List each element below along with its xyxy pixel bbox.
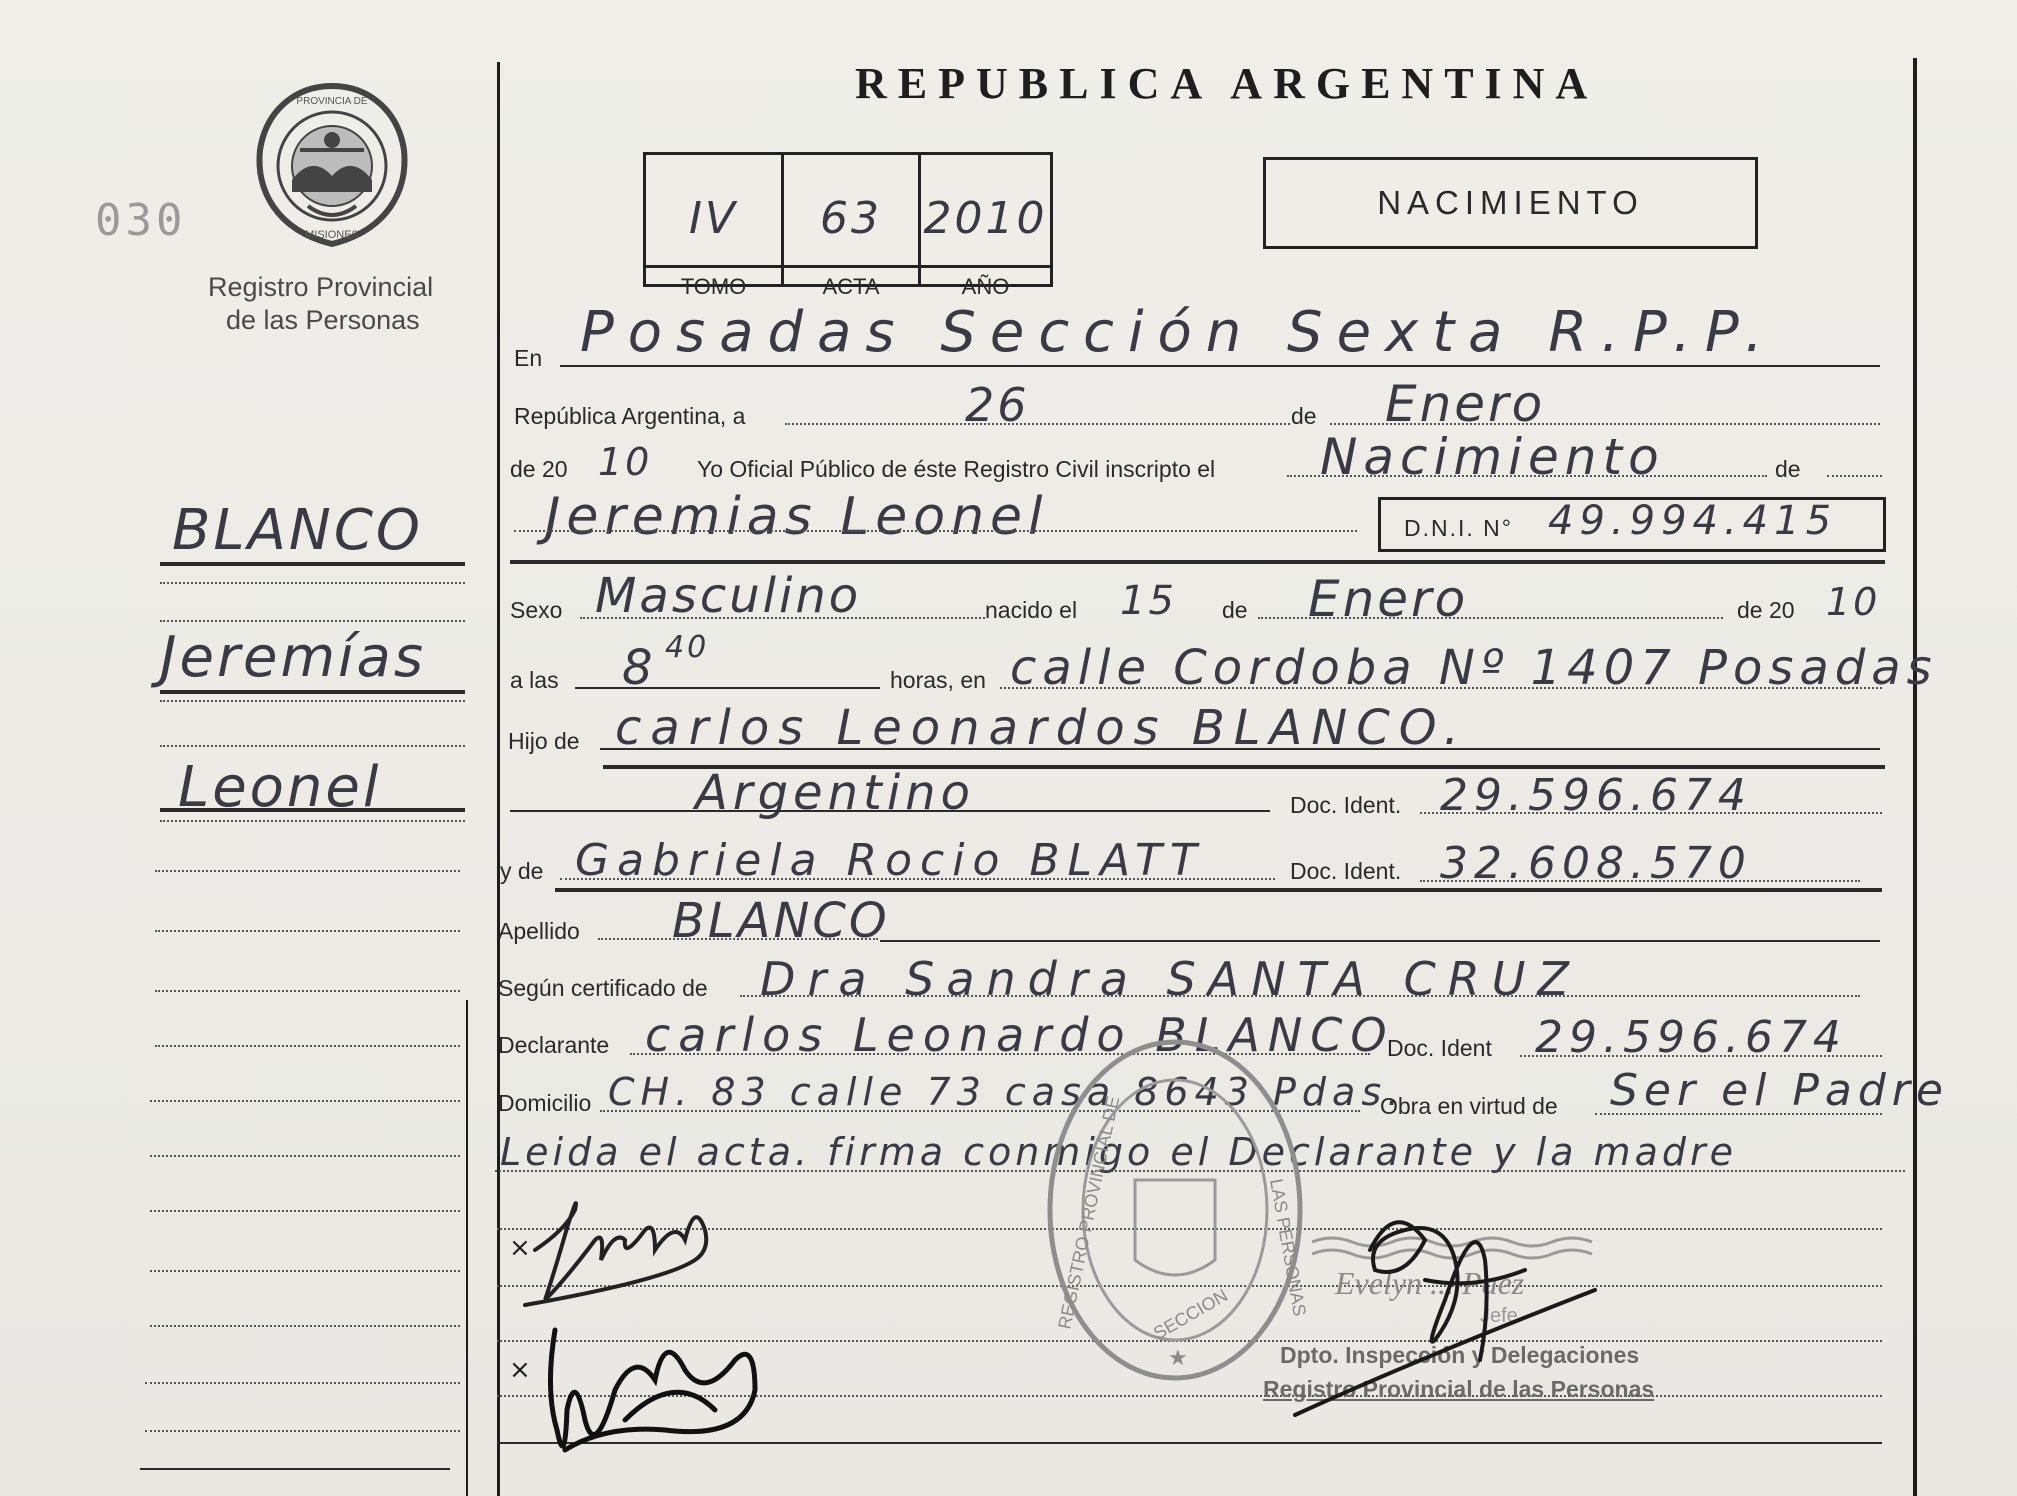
dni-value: 49.994.415: [1548, 498, 1838, 544]
dni-label: D.N.I. N°: [1404, 515, 1513, 541]
official-stamp-line1: Dpto. Inspección y Delegaciones: [1280, 1342, 1640, 1368]
margin-line: [150, 1325, 460, 1327]
sex-value: Masculino: [595, 568, 862, 624]
apellido-label: Apellido: [498, 918, 580, 944]
fill-line: [1595, 1113, 1882, 1115]
registry-round-stamp: [1040, 1030, 1310, 1390]
nacido-label: nacido el: [985, 597, 1078, 623]
fill-line: [560, 878, 1275, 880]
fill-line: [598, 938, 878, 940]
anio-value: 2010: [923, 193, 1048, 244]
fill-line: [1520, 1055, 1882, 1057]
fill-line: [1827, 475, 1882, 477]
month-value: Enero: [1385, 375, 1546, 433]
acta-label: ACTA: [784, 265, 918, 310]
registry-name-line1: Registro Provincial: [208, 272, 434, 302]
de2-label: de: [1775, 456, 1801, 482]
margin-line: [155, 1045, 460, 1047]
fill-line: [510, 810, 1270, 812]
minutes-value: 40: [665, 630, 710, 665]
margin-line: [150, 1100, 460, 1102]
yde-label: y de: [500, 858, 544, 884]
de-label: de: [1291, 403, 1317, 429]
margin-line: [150, 1270, 460, 1272]
fill-line: [514, 530, 1357, 532]
fill-line: [1000, 687, 1882, 689]
official-stamp-name: Evelyn ... Paez: [1335, 1265, 1525, 1301]
child-name-value: Jeremias Leonel: [545, 487, 1049, 547]
fill-line: [580, 617, 985, 619]
declarant-doc-value: 29.596.674: [1535, 1012, 1847, 1063]
divider-left: [497, 62, 500, 1496]
horas-label: horas, en: [890, 667, 986, 693]
hour-value: 8: [622, 640, 656, 696]
place-value: Posadas Sección Sexta R.P.P.: [580, 300, 1777, 365]
margin-line: [150, 1210, 460, 1212]
tomo-label: TOMO: [646, 265, 781, 310]
side-number: 030: [95, 195, 187, 246]
anio-cell: [921, 155, 1050, 299]
stamp-ring-right-text: LAS PERSONAS: [1266, 1177, 1310, 1318]
margin-line: [160, 820, 465, 822]
birth-year-prefix-label: de 20: [1737, 597, 1795, 623]
oficial-label: Yo Oficial Público de éste Registro Civil inscripto el: [697, 456, 1216, 482]
margin-surname: BLANCO: [172, 498, 423, 563]
fill-line: [740, 995, 1860, 997]
year-prefix-label: de 20: [510, 456, 568, 482]
margin-line: [160, 562, 465, 566]
sexo-label: Sexo: [510, 597, 563, 623]
day-value: 26: [965, 378, 1030, 432]
father-doc-value: 29.596.674: [1440, 770, 1752, 821]
alas-label: a las: [510, 667, 559, 693]
surname-value: BLANCO: [672, 893, 890, 949]
margin-first-name: Jeremías: [160, 625, 427, 690]
fill-line: [1420, 812, 1882, 814]
margin-line: [160, 808, 465, 812]
certificate-value: Dra Sandra SANTA CRUZ: [760, 952, 1581, 1006]
inscription-value: Nacimiento: [1320, 428, 1665, 486]
stamp-center-text: SECCION: [1150, 1285, 1232, 1344]
de3-label: de: [1222, 597, 1248, 623]
official-stamp-role: Jefe: [1480, 1305, 1518, 1327]
svg-text:×: ×: [509, 1233, 531, 1263]
fill-line: [555, 888, 1882, 892]
margin-line: [145, 1430, 460, 1432]
seal-top-text: PROVINCIA DE: [296, 96, 368, 107]
acta-value: 63: [820, 193, 882, 244]
doc3-label: Doc. Ident: [1387, 1035, 1492, 1061]
seal-bottom-text: MISIONES: [305, 229, 359, 241]
fill-line: [1420, 880, 1860, 882]
tomo-cell: [646, 155, 784, 299]
domicilio-label: Domicilio: [498, 1090, 592, 1116]
doc-label: Doc. Ident.: [1290, 792, 1402, 818]
svg-text:★: ★: [1168, 1346, 1188, 1371]
hijo-label: Hijo de: [508, 728, 580, 754]
mother-signature: [505, 1310, 785, 1490]
section-divider: [510, 560, 1885, 564]
fill-line: [1258, 617, 1723, 619]
birth-month-value: Enero: [1308, 570, 1469, 628]
birth-place-value: calle Cordoba Nº 1407 Posadas: [1010, 640, 1938, 696]
margin-line: [160, 745, 465, 747]
father-name-value: carlos Leonardos BLANCO.: [615, 700, 1468, 756]
margin-line: [160, 690, 465, 694]
stamp-ring-left-text: REGISTRO PROVINCIAL DE: [1054, 1094, 1124, 1331]
document-title: REPUBLICA ARGENTINA: [855, 59, 1599, 108]
birth-day-value: 15: [1120, 578, 1177, 624]
margin-line: [160, 620, 465, 622]
margin-line: [155, 870, 460, 872]
acta-cell: [784, 155, 921, 299]
fill-line: [575, 687, 880, 689]
officer-signature: [1275, 1180, 1615, 1430]
province-seal-icon: [248, 80, 416, 250]
birth-year-value: 10: [1826, 580, 1881, 624]
tomo-value: IV: [688, 193, 739, 244]
margin-line: [160, 582, 465, 584]
margin-second-name: Leonel: [178, 755, 382, 820]
address-value: CH. 83 calle 73 casa 8643 Pdas.: [608, 1070, 1406, 1114]
obra-label: Obra en virtud de: [1380, 1093, 1558, 1119]
margin-line: [155, 990, 460, 992]
margin-line: [150, 1155, 460, 1157]
record-type-box: NACIMIENTO: [1263, 157, 1758, 249]
father-nationality-value: Argentino: [695, 765, 975, 821]
mother-name-value: Gabriela Rocio BLATT: [575, 835, 1205, 886]
certificado-label: Según certificado de: [498, 975, 708, 1001]
fill-line: [880, 940, 1880, 942]
closing-text: Leida el acta. firma conmigo el Declarante y la madre: [500, 1130, 1737, 1174]
en-label: En: [514, 345, 543, 371]
doc2-label: Doc. Ident.: [1290, 858, 1402, 884]
margin-line: [155, 930, 460, 932]
anio-label: AÑO: [921, 265, 1050, 310]
year-value: 10: [598, 440, 653, 484]
fill-line: [560, 365, 1880, 367]
declarante-label: Declarante: [498, 1032, 610, 1058]
fill-line: [785, 423, 1290, 425]
declarant-value: carlos Leonardo BLANCO: [645, 1008, 1395, 1062]
mother-doc-value: 32.608.570: [1440, 838, 1752, 889]
fill-line: [600, 748, 1880, 750]
margin-line: [160, 700, 465, 702]
registry-name-line2: de las Personas: [226, 305, 420, 335]
divider-inner: [466, 1000, 468, 1496]
official-stamp-line2: Registro Provincial de las Personas: [1263, 1376, 1655, 1402]
republica-label: República Argentina, a: [514, 403, 746, 429]
registration-box: [643, 152, 1053, 299]
basis-value: Ser el Padre: [1610, 1065, 1949, 1116]
margin-line: [145, 1382, 460, 1384]
svg-text:×: ×: [509, 1355, 531, 1385]
frame-right: [1913, 58, 1917, 1496]
margin-line: [140, 1468, 450, 1470]
declarant-signature: [505, 1170, 735, 1320]
